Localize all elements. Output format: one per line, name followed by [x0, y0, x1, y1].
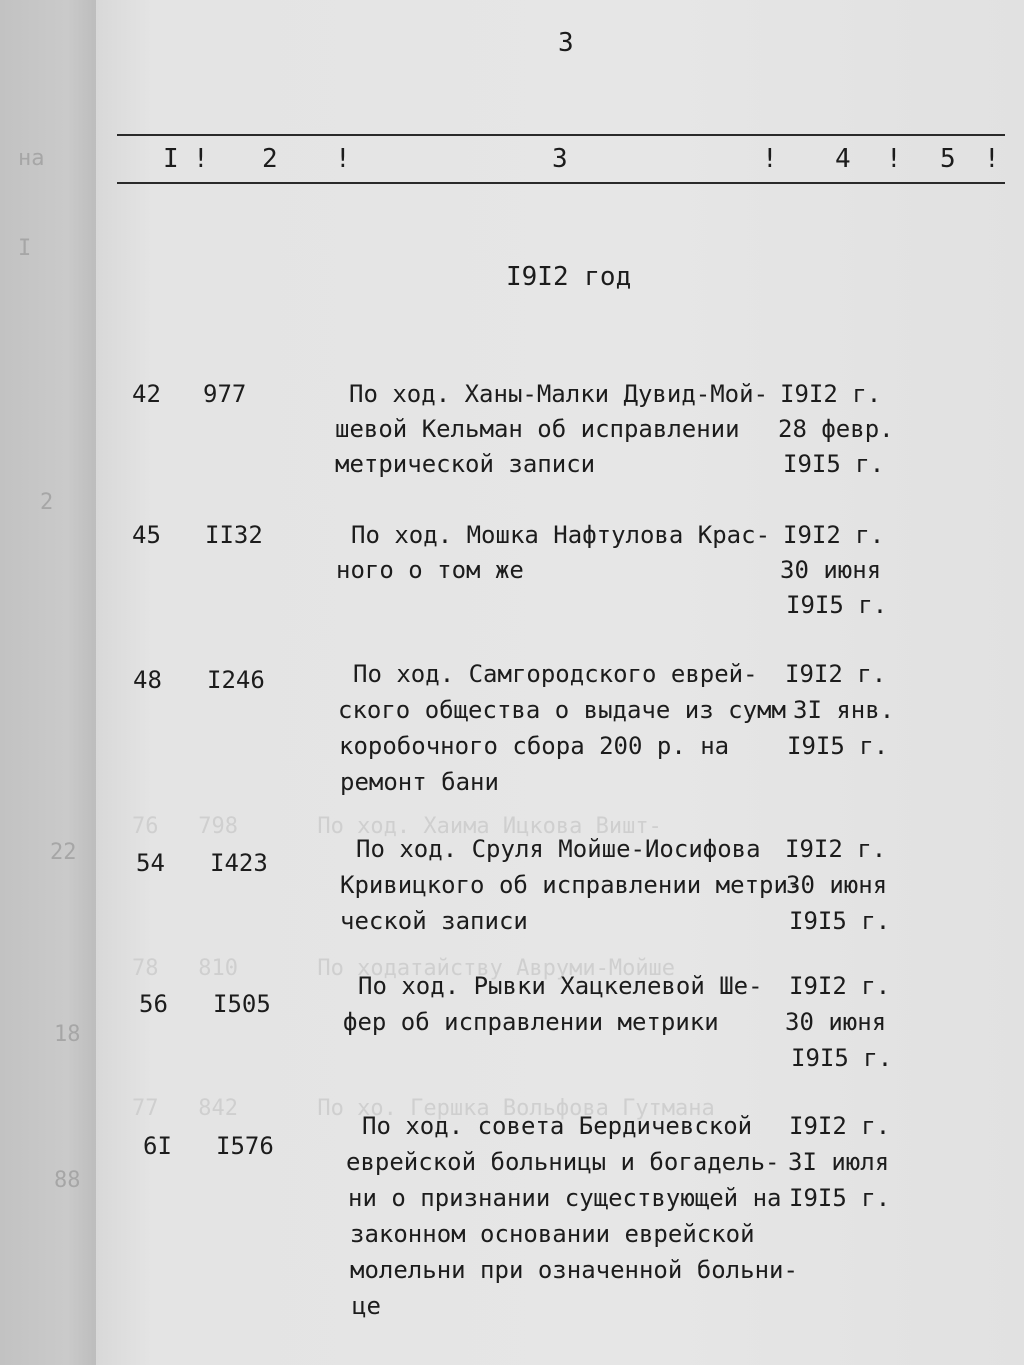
- description-line: метрической записи: [335, 450, 596, 478]
- description-line: молельни при означенной больни-: [350, 1256, 798, 1284]
- ghost-text: I: [18, 236, 32, 261]
- date-line: I9I5 г.: [789, 1184, 891, 1212]
- date-line: 30 июня: [785, 1008, 887, 1036]
- ghost-text: на: [18, 146, 45, 171]
- description-line: По ход. Рывки Хацкелевой Ше-: [358, 972, 763, 1000]
- ghost-text: 88: [54, 1168, 81, 1193]
- description-line: По ход. Самгородского еврей-: [353, 660, 758, 688]
- column-header-2: 2: [262, 144, 278, 174]
- column-header-1: I: [163, 144, 179, 174]
- column-separator: !: [335, 144, 351, 174]
- date-line: I9I2 г.: [783, 521, 885, 549]
- file-number: II32: [205, 521, 263, 549]
- column-separator: !: [193, 144, 209, 174]
- entry-number: 6I: [143, 1132, 172, 1160]
- header-rule-top: [117, 134, 1005, 136]
- description-line: По ход. Мошка Нафтулова Крас-: [351, 521, 771, 549]
- file-number: 977: [203, 380, 247, 408]
- bleed-through: 78 810 По ходатайству Авруми-Мойше: [132, 956, 676, 981]
- date-line: 30 июня: [786, 871, 888, 899]
- description-line: ческой записи: [340, 907, 528, 935]
- entry-number: 48: [133, 666, 162, 694]
- description-line: По ход. совета Бердичевской: [362, 1112, 753, 1140]
- description-line: фер об исправлении метрики: [343, 1008, 719, 1036]
- year-heading: I9I2 год: [506, 262, 632, 292]
- description-line: ского общества о выдаче из сумм: [338, 696, 786, 724]
- date-line: 30 июня: [780, 556, 882, 584]
- file-number: I246: [207, 666, 265, 694]
- description-line: По ход. Ханы-Малки Дувид-Мой-: [349, 380, 769, 408]
- date-line: I9I2 г.: [780, 380, 882, 408]
- ghost-text: 18: [54, 1022, 81, 1047]
- date-line: I9I5 г.: [786, 591, 888, 619]
- entry-number: 54: [136, 849, 165, 877]
- description-line: коробочного сбора 200 р. на: [339, 732, 730, 760]
- description-line: шевой Кельман об исправлении: [335, 415, 740, 443]
- file-number: I505: [213, 990, 271, 1018]
- column-header-3: 3: [552, 144, 568, 174]
- description-line: По ход. Сруля Мойше-Иосифова: [356, 835, 761, 863]
- file-number: I423: [210, 849, 268, 877]
- date-line: I9I5 г.: [791, 1044, 893, 1072]
- description-line: ного о том же: [336, 556, 524, 584]
- bleed-through: 77 842 По хо. Гершка Вольфова Гутмана: [132, 1096, 715, 1121]
- date-line: 28 февр.: [778, 415, 894, 443]
- description-line: Кривицкого об исправлении метри-: [340, 871, 803, 899]
- page-number: 3: [558, 28, 574, 58]
- description-line: ремонт бани: [340, 768, 499, 796]
- ghost-text: 2: [40, 490, 54, 515]
- date-line: 3I июля: [788, 1148, 890, 1176]
- entry-number: 56: [139, 990, 168, 1018]
- previous-page-edge: [0, 0, 96, 1365]
- column-separator: !: [762, 144, 778, 174]
- description-line: законном основании еврейской: [350, 1220, 755, 1248]
- date-line: 3I янв.: [793, 696, 895, 724]
- date-line: I9I2 г.: [789, 1112, 891, 1140]
- date-line: I9I2 г.: [785, 835, 887, 863]
- column-header-4: 4: [835, 144, 851, 174]
- file-number: I576: [216, 1132, 274, 1160]
- date-line: I9I5 г.: [783, 450, 885, 478]
- header-rule-bottom: [117, 182, 1005, 184]
- column-header-5: 5: [940, 144, 956, 174]
- entry-number: 45: [132, 521, 161, 549]
- description-line: це: [352, 1292, 381, 1320]
- date-line: I9I5 г.: [787, 732, 889, 760]
- entry-number: 42: [132, 380, 161, 408]
- date-line: I9I2 г.: [789, 972, 891, 1000]
- date-line: I9I2 г.: [785, 660, 887, 688]
- description-line: ни о признании существующей на: [348, 1184, 782, 1212]
- date-line: I9I5 г.: [789, 907, 891, 935]
- column-separator: !: [886, 144, 902, 174]
- column-separator: !: [984, 144, 1000, 174]
- description-line: еврейской больницы и богадель-: [346, 1148, 780, 1176]
- bleed-through: 76 798 По ход. Хаима Ицкова Вишт-: [132, 814, 662, 839]
- ghost-text: 22: [50, 840, 77, 865]
